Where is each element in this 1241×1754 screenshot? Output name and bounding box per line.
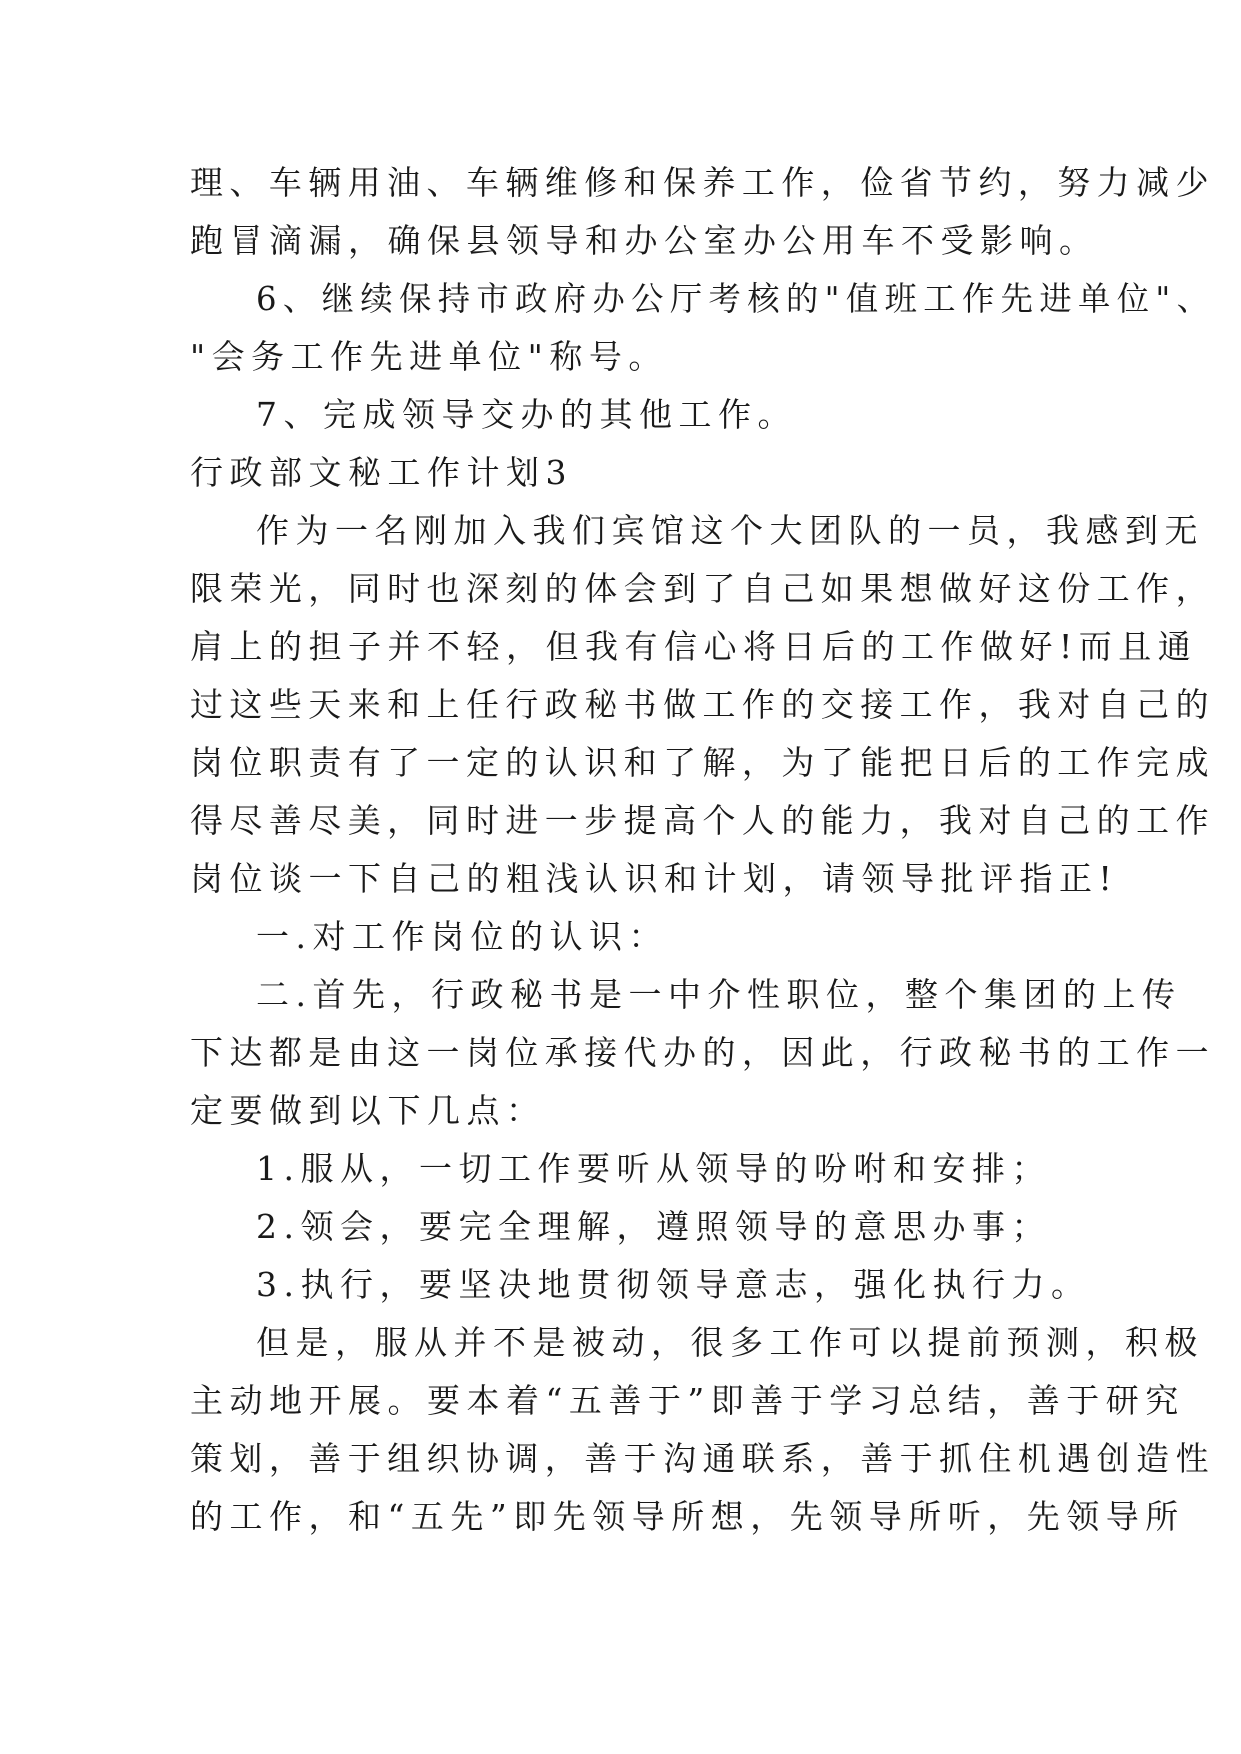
text-line: 限荣光，同时也深刻的体会到了自己如果想做好这份工作， xyxy=(190,569,1215,608)
text-line: 岗位谈一下自己的粗浅认识和计划，请领导批评指正! xyxy=(190,859,1119,898)
text-line: 过这些天来和上任行政秘书做工作的交接工作，我对自己的 xyxy=(190,685,1215,724)
text-line: 定要做到以下几点： xyxy=(190,1091,546,1130)
text-line: 1.服从，一切工作要听从领导的吩咐和安排； xyxy=(256,1149,1051,1188)
text-line: 跑冒滴漏，确保县领导和办公室办公用车不受影响。 xyxy=(190,221,1099,260)
text-line: 7、完成领导交办的其他工作。 xyxy=(256,395,797,434)
text-line: 岗位职责有了一定的认识和了解，为了能把日后的工作完成 xyxy=(190,743,1215,782)
text-line: 理、车辆用油、车辆维修和保养工作，俭省节约，努力减少 xyxy=(190,163,1215,202)
text-line: 6、继续保持市政府办公厅考核的"值班工作先进单位"、 xyxy=(256,279,1216,318)
text-line: 作为一名刚加入我们宾馆这个大团队的一员，我感到无 xyxy=(256,511,1204,550)
text-line: 得尽善尽美，同时进一步提高个人的能力，我对自己的工作 xyxy=(190,801,1215,840)
section-heading: 行政部文秘工作计划3 xyxy=(190,453,573,492)
text-line: 主动地开展。要本着“五善于”即善于学习总结，善于研究 xyxy=(190,1381,1185,1420)
text-line: 策划，善于组织协调，善于沟通联系，善于抓住机遇创造性 xyxy=(190,1439,1215,1478)
text-line: 2.领会，要完全理解，遵照领导的意思办事； xyxy=(256,1207,1051,1246)
text-line: 肩上的担子并不轻，但我有信心将日后的工作做好!而且通 xyxy=(190,627,1198,666)
text-line: 的工作，和“五先”即先领导所想，先领导所听，先领导所 xyxy=(190,1497,1185,1536)
text-line: 一.对工作岗位的认识： xyxy=(256,917,668,956)
text-line: 下达都是由这一岗位承接代办的，因此，行政秘书的工作一 xyxy=(190,1033,1215,1072)
text-line: 二.首先，行政秘书是一中介性职位，整个集团的上传 xyxy=(256,975,1182,1014)
text-line: "会务工作先进单位"称号。 xyxy=(190,337,668,376)
text-line: 3.执行，要坚决地贯彻领导意志，强化执行力。 xyxy=(256,1265,1091,1304)
text-line: 但是，服从并不是被动，很多工作可以提前预测，积极 xyxy=(256,1323,1204,1362)
